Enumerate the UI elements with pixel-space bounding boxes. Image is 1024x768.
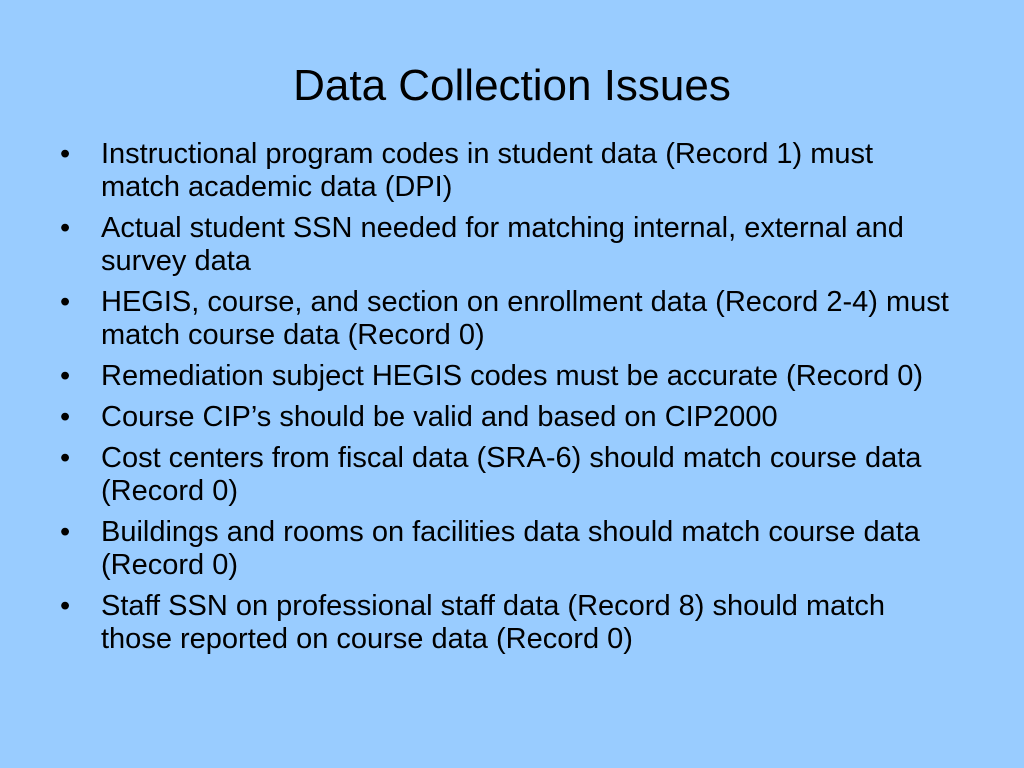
bullet-marker: •: [60, 138, 71, 170]
bullet-item: [60, 516, 960, 582]
bullet-item: [60, 360, 960, 393]
bullet-item: [60, 442, 960, 508]
slide-title: Data Collection Issues: [293, 61, 731, 110]
bullet-item: [60, 590, 960, 656]
bullet-text: Remediation subject HEGIS codes must be accurate (Record 0): [101, 360, 924, 392]
bullet-item: [60, 138, 960, 204]
bullet-text: Buildings and rooms on facilities data should match course data (Record 0): [101, 516, 920, 581]
bullet-text: Course CIP’s should be valid and based on CIP2000: [101, 401, 778, 433]
bullet-list: [60, 138, 960, 664]
bullet-item: [60, 401, 960, 434]
bullet-marker: •: [60, 401, 71, 433]
bullet-text: Actual student SSN needed for matching internal, external and survey data: [101, 212, 904, 277]
bullet-marker: •: [60, 590, 71, 622]
bullet-marker: •: [60, 360, 71, 392]
bullet-text: Cost centers from fiscal data (SRA-6) should match course data (Record 0): [101, 442, 922, 507]
bullet-item: [60, 286, 960, 352]
bullet-marker: •: [60, 442, 71, 474]
bullet-marker: •: [60, 516, 71, 548]
bullet-item: [60, 212, 960, 278]
bullet-marker: •: [60, 212, 71, 244]
bullet-text: HEGIS, course, and section on enrollment data (Record 2-4) must match course data (Record 0): [101, 286, 949, 351]
bullet-marker: •: [60, 286, 71, 318]
bullet-text: Instructional program codes in student data (Record 1) must match academic data (DPI): [101, 138, 874, 203]
bullet-text: Staff SSN on professional staff data (Record 8) should match those reported on course data (Record 0): [101, 590, 885, 655]
